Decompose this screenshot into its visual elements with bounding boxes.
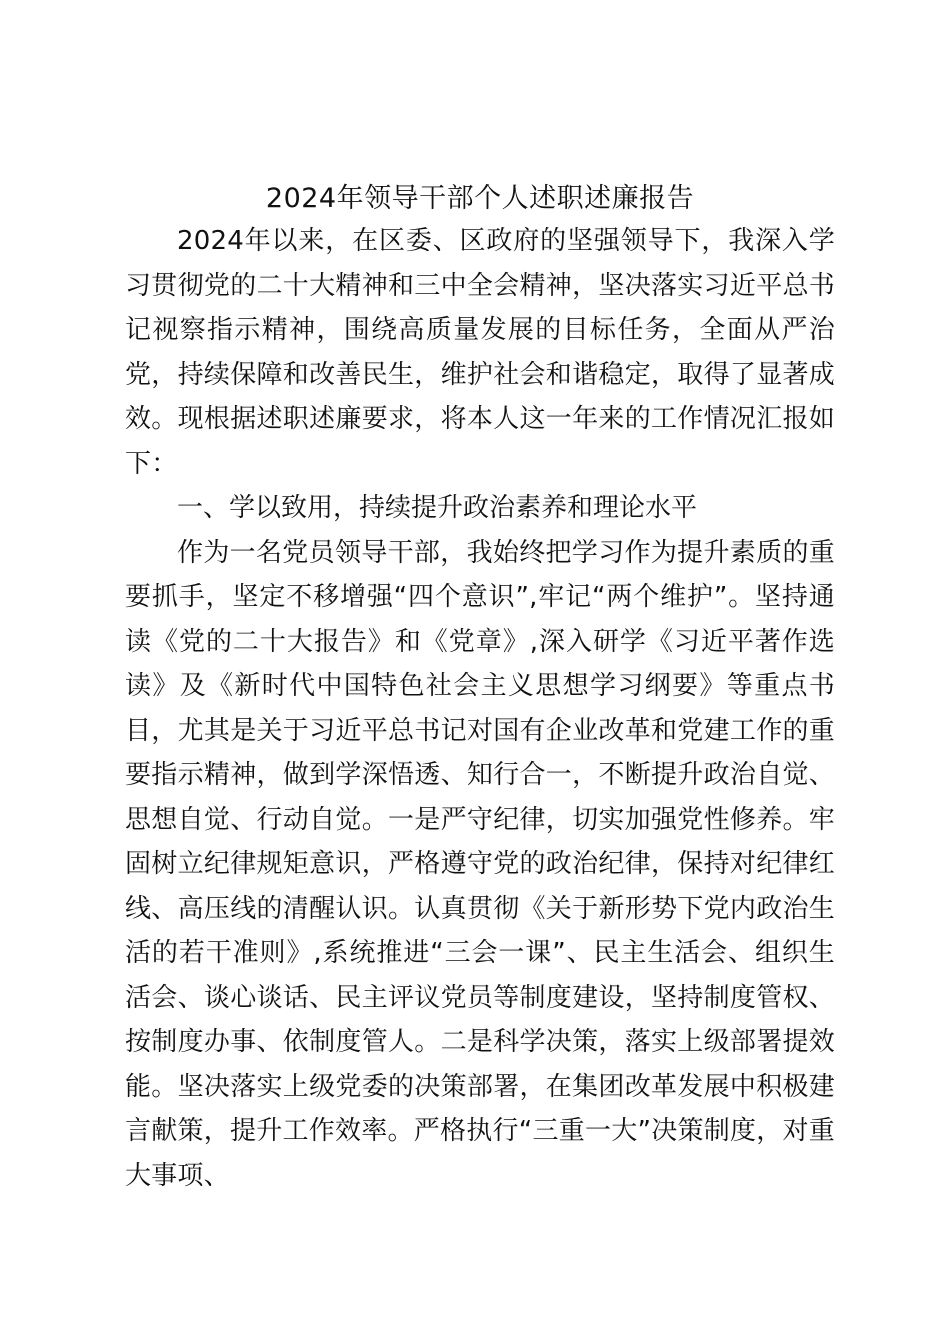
- document-title: 2024年领导干部个人述职述廉报告: [265, 183, 695, 214]
- document-body: [125, 179, 835, 1198]
- section-heading: 一、学以致用，持续提升政治素养和理论水平: [177, 493, 698, 523]
- intro-paragraph: 2024年以来，在区委、区政府的坚强领导下，我深入学习贯彻党的二十大精神和三中全会精神，坚决落实习近平总书记视察指示精神，围绕高质量发展的目标任务，全面从严治党，持续保障和改善民生，维护社会和谐稳定，取得了显著成效。现根据述职述廉要求，将本人这一年来的工作情况汇报如下：: [125, 226, 835, 479]
- section-paragraph: 作为一名党员领导干部，我始终把学习作为提升素质的重要抓手，坚定不移增强“四个意识”,牢记“两个维护”。坚持通读《党的二十大报告》和《党章》,深入研学《习近平著作选读》及《新时代中国特色社会主义思想学习纲要》等重点书目，尤其是关于习近平总书记对国有企业改革和党建工作的重要指示精神，做到学深悟透、知行合一，不断提升政治自觉、思想自觉、行动自觉。一是严守纪律，切实加强党性修养。牢固树立纪律规矩意识，严格遵守党的政治纪律，保持对纪律红线、高压线的清醒认识。认真贯彻《关于新形势下党内政治生活的若干准则》,系统推进“三会一课”、民主生活会、组织生活会、谈心谈话、民主评议党员等制度建设，坚持制度管权、按制度办事、依制度管人。二是科学决策，落实上级部署提效能。坚决落实上级党委的决策部署，在集团改革发展中积极建言献策，提升工作效率。严格执行“三重一大”决策制度，对重大事项、: [125, 537, 835, 1191]
